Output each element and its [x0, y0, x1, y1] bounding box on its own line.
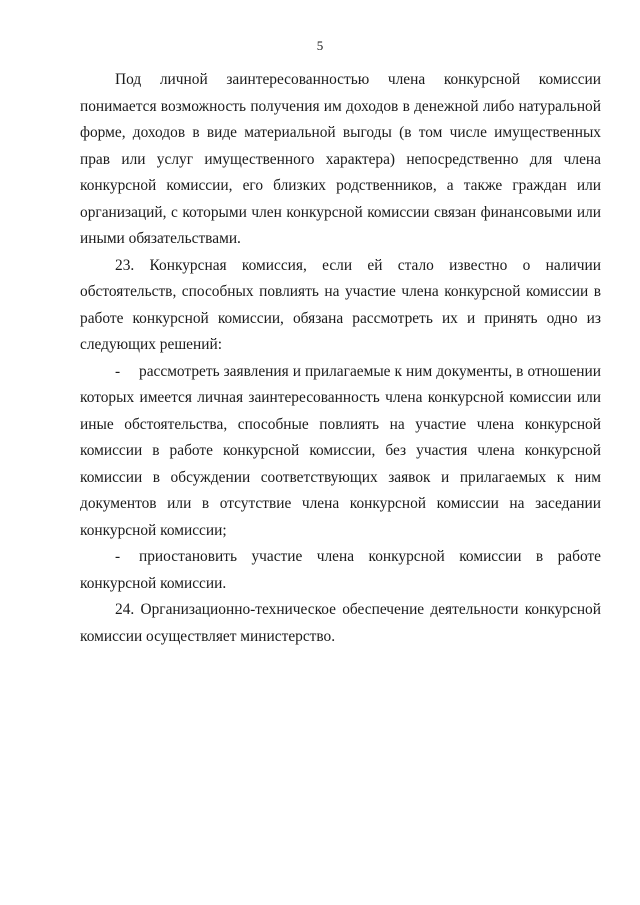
list-item-text: приостановить участие члена конкурсной комиссии в работе конкурсной комиссии. [80, 548, 601, 592]
paragraph-interest-definition: Под личной заинтересованностью члена конкурсной комиссии понимается возможность получения им доходов в денежной либо натуральной форме, доходов в виде материальной выгоды (в том числе имущественных прав или услуг имущественного характера) непосредственно для члена конкурсной комиссии, его близких родственников, а также граждан или организаций, с которыми член конкурсной комиссии связан финансовыми или иными обязательствами. [80, 71, 601, 247]
list-item [80, 544, 601, 597]
paragraph-item-24: 24. Организационно-техническое обеспечение деятельности конкурсной комиссии осуществляет министерство. [80, 601, 601, 645]
list-item [80, 359, 601, 545]
document-body [80, 67, 601, 650]
paragraph-item-23: 23. Конкурсная комиссия, если ей стало известно о наличии обстоятельств, способных повлиять на участие члена конкурсной комиссии в работе конкурсной комиссии, обязана рассмотреть их и принять одно из следующих решений: [80, 256, 601, 353]
list-dash: - [115, 362, 121, 380]
list-item-text: рассмотреть заявления и прилагаемые к ним документы, в отношении которых имеется личная заинтересованность члена конкурсной комиссии или иные обстоятельства, способные повлиять на участие члена конкурсной комиссии в работе конкурсной комиссии, без участия члена конкурсной комиссии в обсуждении соответствующих заявок и прилагаемых к ним документов или в отсутствие члена конкурсной комиссии на заседании конкурсной комиссии; [80, 362, 601, 539]
page-number: 5 [316, 38, 324, 53]
list-dash: - [115, 548, 121, 565]
